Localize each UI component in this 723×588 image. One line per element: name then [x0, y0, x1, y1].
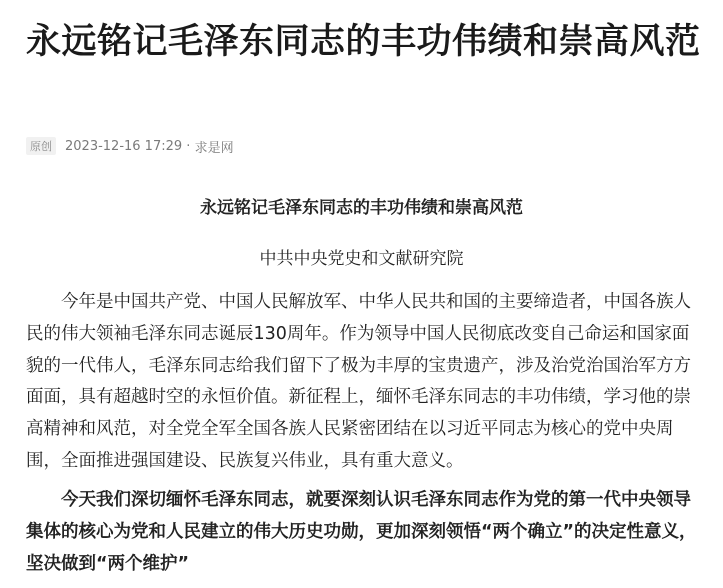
source-link[interactable]: 求是网 [194, 140, 234, 156]
original-tag: 原创 [26, 137, 56, 155]
paragraph-intro: 今年是中国共产党、中国人民解放军、中华人民共和国的主要缔造者，中国各族人民的伟大领袖毛泽东同志诞辰130周年。作为领导中国人民彻底改变自己命运和国家面貌的一代伟人，毛泽东同志给我们留下了极为丰厚的宝贵遗产，涉及治党治国治军方方面面，具有超越时空的永恒价值。新征程上，缅怀毛泽东同志的丰功伟绩，学习他的崇高精神和风范，对全党全军全国各族人民紧密团结在以习近平同志为核心的党中央周围，全面推进强国建设、民族复兴伟业，具有重大意义。 [26, 292, 691, 471]
article-author: 中共中央党史和文献研究院 [259, 249, 464, 269]
publish-date: 2023-12-16 17:29 [65, 138, 183, 154]
page-title: 永远铭记毛泽东同志的丰功伟绩和崇高风范 [26, 22, 701, 62]
paragraph-bold: 今天我们深切缅怀毛泽东同志，就要深刻认识毛泽东同志作为党的第一代中央领导集体的核心为党和人民建立的伟大历史功勋，更加深刻领悟“两个确立”的决定性意义，坚决做到“两个维护” [26, 490, 697, 574]
article-title: 永远铭记毛泽东同志的丰功伟绩和崇高风范 [200, 198, 523, 218]
meta-separator: · [182, 138, 195, 154]
article-meta [26, 136, 234, 156]
